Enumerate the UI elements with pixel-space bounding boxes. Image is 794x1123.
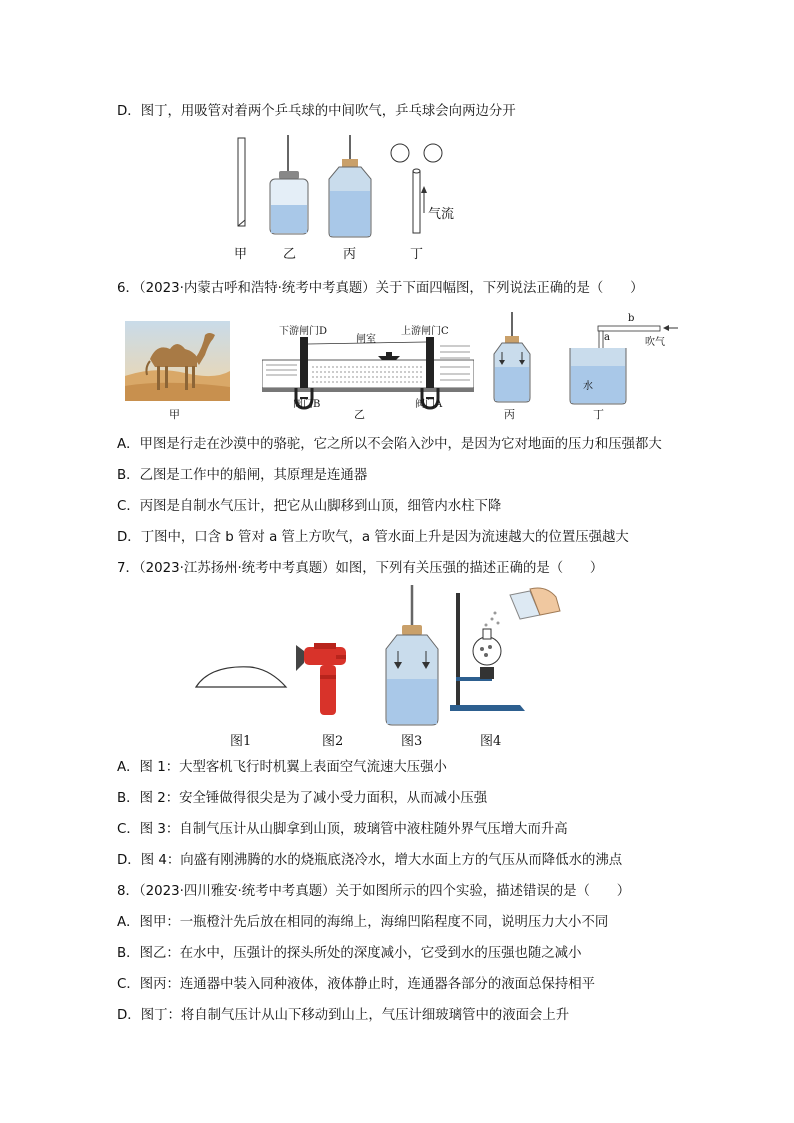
caption-tube-ding: 丁: [593, 408, 604, 421]
q8-stem: 8．（2023·四川雅安·统考中考真题）关于如图所示的四个实验，描述错误的是（ ）: [117, 884, 631, 899]
caption-bing: 丙: [343, 247, 357, 262]
q7-option-b: B．图 2：安全锤做得很尖是为了减小受力面积，从而减小压强: [117, 791, 488, 806]
q7-option-d: D．图 4：向盛有刚沸腾的水的烧瓶底浇冷水，增大水面上方的气压从而降低水的沸点: [117, 853, 623, 868]
q6-option-a: A．甲图是行走在沙漠中的骆驼，它之所以不会陷入沙中，是因为它对地面的压力和压强都大: [117, 437, 662, 452]
bottle-figure-bing: [329, 135, 371, 237]
q6-option-d: D．丁图中，口含 b 管对 a 管上方吹气，a 管水面上升是因为流速越大的位置压强越大: [117, 530, 629, 545]
q8-option-b: B．图乙：在水中，压强计的探头所处的深度减小，它受到水的压强也随之减小: [117, 946, 582, 961]
barometer-bottle-bing: [492, 312, 532, 404]
q7-option-c: C．图 3：自制气压计从山脚拿到山顶，玻璃管中液柱随外界气压增大而升高: [117, 822, 568, 837]
label-a: a: [604, 332, 610, 343]
caption-lock-yi: 乙: [354, 408, 365, 421]
q7-stem: 7．（2023·江苏扬州·统考中考真题）如图，下列有关压强的描述正确的是（ ）: [117, 561, 604, 576]
caption-fig4: 图4: [480, 734, 502, 749]
q5-option-d: D．图丁，用吸管对着两个乒乓球的中间吹气，乒乓球会向两边分开: [117, 104, 516, 119]
label-valve-b: 阀门B: [293, 399, 321, 410]
label-water: 水: [583, 381, 593, 392]
label-gate-c: 上游闸门C: [401, 326, 449, 337]
caption-fig2: 图2: [322, 734, 344, 749]
caption-camel-jia: 甲: [169, 408, 180, 421]
caption-jia: 甲: [234, 247, 248, 262]
label-b: b: [628, 313, 635, 324]
camel-photo: [125, 321, 230, 401]
caption-ding: 丁: [410, 247, 424, 262]
figure-q7: [190, 585, 570, 730]
caption-fig1: 图1: [230, 734, 252, 749]
label-blow: 吹气: [645, 337, 665, 348]
wing-profile-icon: [196, 667, 286, 687]
q8-option-d: D．图丁：将自制气压计从山下移动到山上，气压计细玻璃管中的液面会上升: [117, 1008, 570, 1023]
blow-tube-ding: [566, 316, 686, 406]
barometer-bottle-icon: [386, 585, 438, 725]
q6-option-c: C．丙图是自制水气压计，把它从山脚移到山顶，细管内水柱下降: [117, 499, 502, 514]
caption-yi: 乙: [283, 247, 297, 262]
q6-stem: 6．（2023·内蒙古呼和浩特·统考中考真题）关于下面四幅图，下列说法正确的是（ ）: [117, 281, 644, 296]
q8-option-c: C．图丙：连通器中装入同种液体，液体静止时，连通器各部分的液面总保持相平: [117, 977, 596, 992]
label-valve-a: 阀门A: [415, 399, 443, 410]
label-chamber: 闸室: [356, 334, 376, 345]
airflow-label: 气流: [428, 207, 455, 222]
q8-option-a: A．图甲：一瓶橙汁先后放在相同的海绵上，海绵凹陷程度不同，说明压力大小不同: [117, 915, 609, 930]
q6-option-b: B．乙图是工作中的船闸，其原理是连通器: [117, 468, 368, 483]
jar-figure-yi: [270, 135, 308, 234]
safety-hammer-icon: [296, 643, 346, 715]
caption-barometer-bing: 丙: [504, 408, 515, 421]
caption-fig3: 图3: [401, 734, 423, 749]
flask-pouring-icon: [450, 588, 560, 711]
label-gate-d: 下游闸门D: [279, 326, 328, 337]
straw-figure-jia: [238, 138, 245, 226]
q7-option-a: A．图 1：大型客机飞行时机翼上表面空气流速大压强小: [117, 760, 447, 775]
